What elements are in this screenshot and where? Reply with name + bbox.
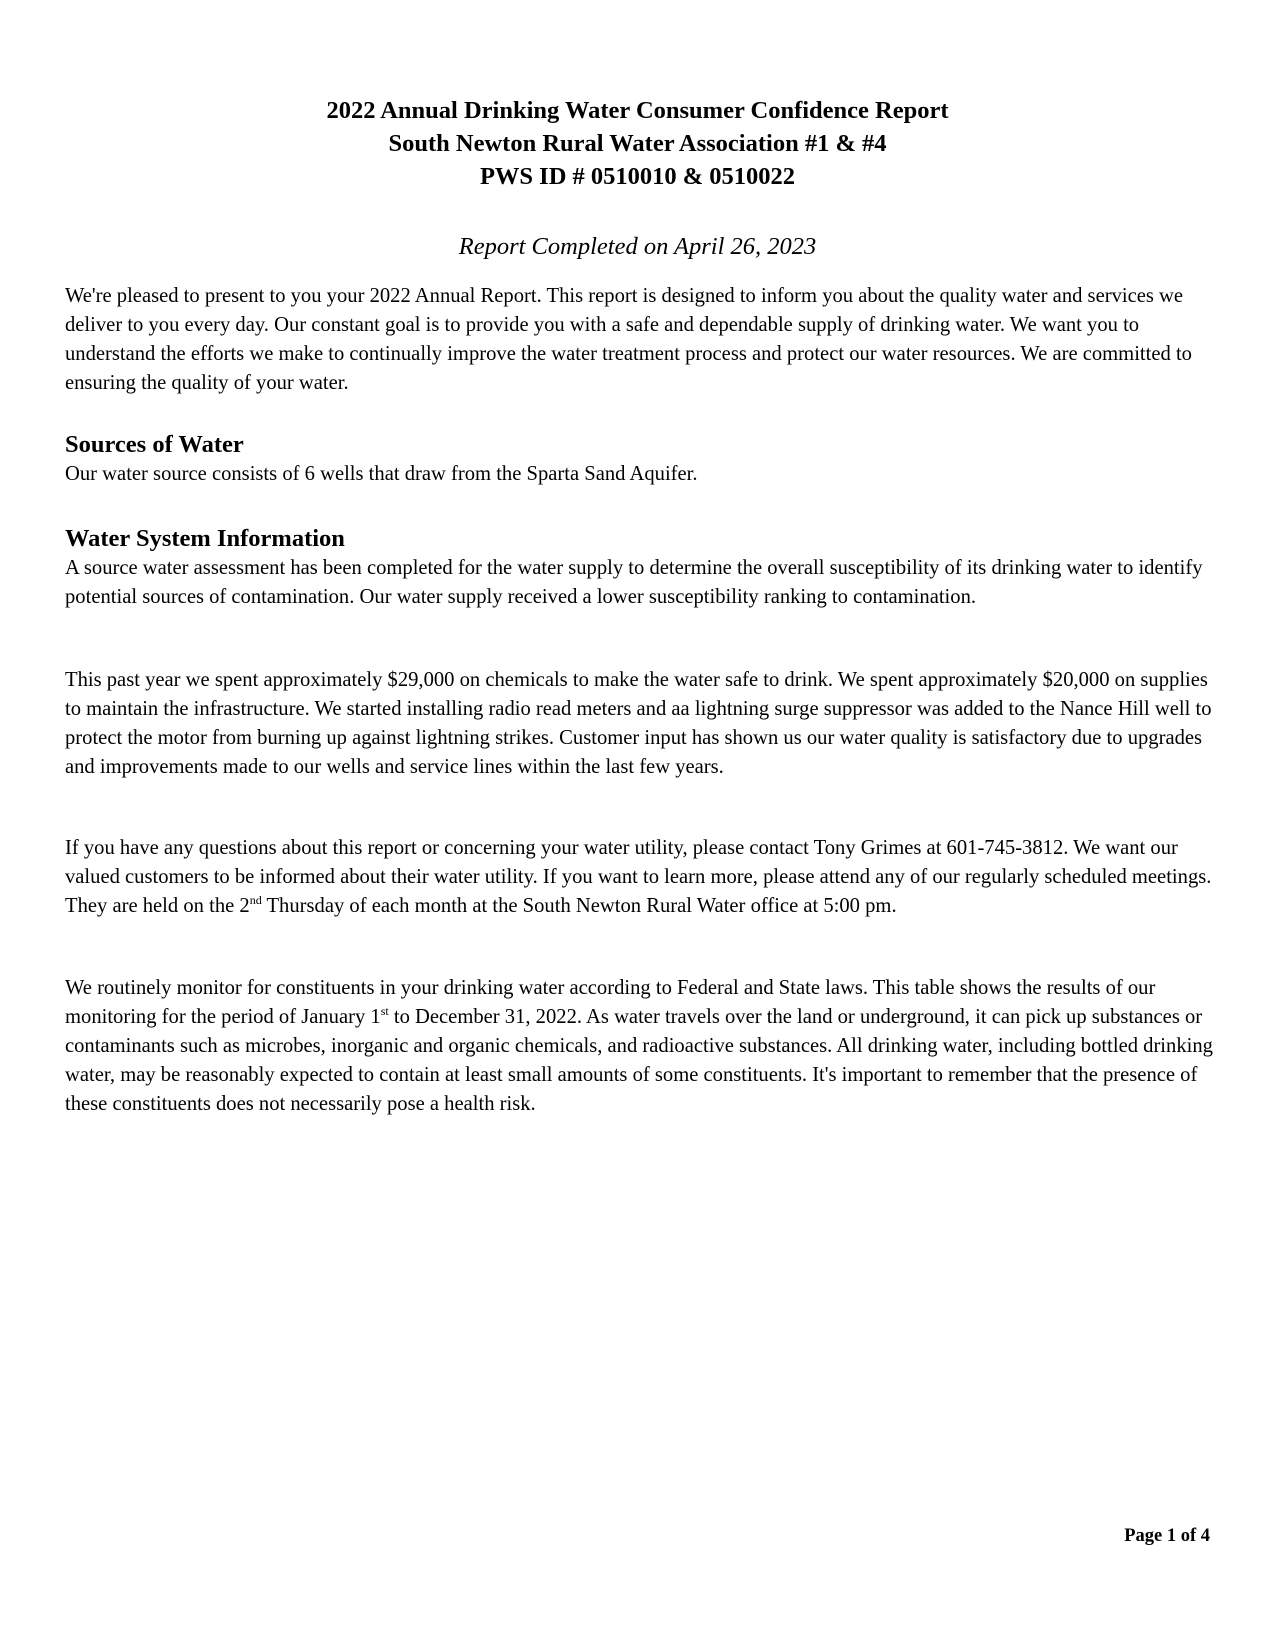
report-title: 2022 Annual Drinking Water Consumer Confidence Report	[326, 97, 949, 124]
system-info-paragraph: A source water assessment has been completed for the water supply to determine the overall susceptibility of its drinking water to identify potential sources of contamination. Our water supply received a lower susceptibility ranking to contamination.	[65, 557, 1203, 608]
report-header	[0, 94, 1275, 193]
pws-id: PWS ID # 0510010 & 0510022	[479, 163, 796, 190]
ordinal-suffix: nd	[249, 893, 262, 908]
monitoring-text-part1: We routinely monitor for constituents in your drinking water according to Federal and State laws. This table shows the results of our monitoring for the period of January 1	[65, 977, 1156, 1028]
page-number: Page 1 of 4	[1124, 1526, 1210, 1546]
intro-paragraph: We're pleased to present to you your 2022 Annual Report. This report is designed to inform you about the quality water and services we deliver to you every day. Our constant goal is to provide you with a safe and dependable supply of drinking water. We want you to understand the efforts we make to continually improve the water treatment process and protect our water resources. We are committed to ensuring the quality of your water.	[65, 285, 1192, 394]
system-info-heading: Water System Information	[65, 525, 345, 552]
sources-heading: Sources of Water	[65, 431, 244, 458]
sources-paragraph: Our water source consists of 6 wells that draw from the Sparta Sand Aquifer.	[65, 463, 698, 485]
association-name: South Newton Rural Water Association #1 & #4	[388, 130, 887, 157]
monitoring-text-part2: to December 31, 2022. As water travels over the land or underground, it can pick up substances or contaminants such as microbes, inorganic and organic chemicals, and radioactive substances. All drinking water, including bottled drinking water, may be reasonably expected to contain at least small amounts of some constituents. It's important to remember that the presence of these constituents does not necessarily pose a health risk.	[65, 1006, 1213, 1115]
contact-text-part1: If you have any questions about this report or concerning your water utility, please contact Tony Grimes at 601-745-3812. We want our valued customers to be informed about their water utility. If you want to learn more, please attend any of our regularly scheduled meetings. They are held on the 2	[65, 837, 1212, 917]
spending-paragraph: This past year we spent approximately $29,000 on chemicals to make the water safe to drink. We spent approximately $20,000 on supplies to maintain the infrastructure. We started installing radio read meters and aa lightning surge suppressor was added to the Nance Hill well to protect the motor from burning up against lightning strikes. Customer input has shown us our water quality is satisfactory due to upgrades and improvements made to our wells and service lines within the last few years.	[65, 669, 1212, 778]
monitoring-paragraph	[65, 974, 1215, 1119]
ordinal-suffix: st	[380, 1004, 389, 1019]
contact-paragraph	[65, 834, 1215, 921]
completion-date: Report Completed on April 26, 2023	[458, 233, 817, 260]
contact-text-part2: Thursday of each month at the South Newton Rural Water office at 5:00 pm.	[261, 895, 897, 917]
